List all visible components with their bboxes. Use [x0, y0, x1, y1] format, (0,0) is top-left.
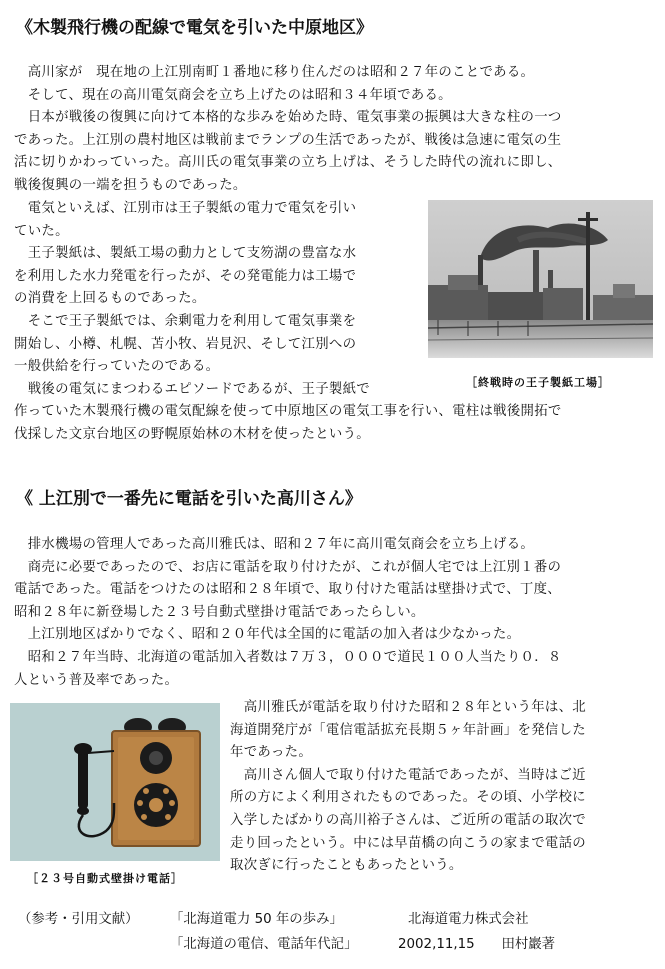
text-line: そこで王子製紙では、余剰電力を利用して電気事業を	[14, 313, 357, 329]
text-line: 活に切りかわっていった。高川氏の電気事業の立ち上げは、そうした時代の流れに即し、	[14, 155, 562, 171]
text-line: 昭和２７年当時、北海道の電話加入者数は７万３，０００で道民１００人当たり０．８	[14, 649, 562, 665]
references-label: （参考・引用文献）	[18, 912, 139, 927]
text-line: を利用した水力発電を行ったが、その発電能力は工場で	[14, 268, 357, 284]
telephone-photo-caption: ［２３号自動式壁掛け電話］	[27, 872, 183, 885]
text-line: の消費を上回るものであった。	[14, 291, 206, 307]
text-line: 上江別地区ばかりでなく、昭和２０年代は全国的に電話の加入者は少なかった。	[14, 627, 521, 643]
text-line: 商売に必要であったので、お店に電話を取り付けたが、これが個人宅では上江別１番の	[14, 559, 562, 575]
text-line: 高川さん個人で取り付けた電話であったが、当時はご近	[230, 767, 586, 783]
text-line: 高川雅氏が電話を取り付けた昭和２８年という年は、北	[230, 700, 586, 715]
text-line: 取次ぎに行ったこともあったという。	[230, 858, 463, 874]
telephone-image	[10, 703, 220, 861]
text-line: ていた。	[14, 223, 69, 239]
section2-title: 《 上江別で一番先に電話を引いた高川さん》	[16, 489, 362, 509]
text-line: 電気といえば、江別市は王子製紙の電力で電気を引い	[14, 201, 357, 216]
section1-paragraph-bottom	[14, 401, 654, 446]
section1-title: 《木製飛行機の配線で電気を引いた中原地区》	[16, 18, 373, 38]
text-line: 排水機場の管理人であった高川雅氏は、昭和２７年に高川電気商会を立ち上げる。	[14, 537, 535, 552]
reference-source: 2002,11,15 田村巖著	[398, 937, 556, 952]
section1-paragraph-top	[14, 62, 654, 198]
text-line: 電話であった。電話をつけたのは昭和２８年頃で、取り付けた電話は壁掛け式で、丁度、	[14, 582, 561, 598]
reference-source: 北海道電力株式会社	[408, 912, 529, 927]
text-line: 日本が戦後の復興に向けて本格的な歩みを始めた時、電気事業の振興は大きな柱の一つ	[14, 110, 562, 126]
text-line: 人という普及率であった。	[14, 672, 179, 688]
text-line: 戦後復興の一端を担うものであった。	[14, 177, 247, 193]
section2-paragraph-right	[230, 697, 658, 878]
section2-paragraph-top	[14, 534, 654, 692]
text-line: 所の方によく利用されたものであった。その頃、小学校に	[230, 790, 586, 806]
text-line: であった。上江別の農村地区は戦前までランプの生活であったが、戦後は急速に電気の生	[14, 132, 562, 148]
text-line: 海道開発庁が「電信電話拡充長期５ヶ年計画」を発信した	[230, 722, 586, 738]
text-line: そして、現在の高川電気商会を立ち上げたのは昭和３４年頃である。	[14, 87, 452, 103]
factory-image	[428, 200, 653, 358]
text-line: 開始し、小樽、札幌、苫小牧、岩見沢、そして江別への	[14, 336, 357, 352]
text-line: 高川家が 現在地の上江別南町１番地に移り住んだのは昭和２７年のことである。	[14, 65, 535, 80]
text-line: 一般供給を行っていたのである。	[14, 359, 220, 375]
text-line: 作っていた木製飛行機の電気配線を使って中原地区の電気工事を行い、電柱は戦後開拓で	[14, 404, 562, 419]
text-line: 昭和２８年に新登場した２３号自動式壁掛け電話であったらしい。	[14, 604, 425, 620]
reference-title: 「北海道の電信、電話年代記」	[170, 937, 358, 952]
factory-photo-caption: ［終戦時の王子製紙工場］	[466, 376, 610, 389]
text-line: 入学したばかりの高川裕子さんは、ご近所の電話の取次で	[230, 812, 586, 828]
section1-paragraph-left	[14, 198, 422, 401]
text-line: 走り回ったという。中には早苗橋の向こうの家まで電話の	[230, 835, 586, 851]
factory-photo	[428, 200, 653, 358]
text-line: 伐採した文京台地区の野幌原始林の木材を使ったという。	[14, 426, 370, 442]
text-line: 年であった。	[230, 745, 313, 761]
telephone-photo	[10, 703, 220, 861]
text-line: 王子製紙は、製紙工場の動力として支笏湖の豊富な水	[14, 246, 357, 262]
text-line: 戦後の電気にまつわるエピソードであるが、王子製紙で	[14, 381, 370, 397]
reference-title: 「北海道電力 50 年の歩み」	[170, 912, 343, 927]
